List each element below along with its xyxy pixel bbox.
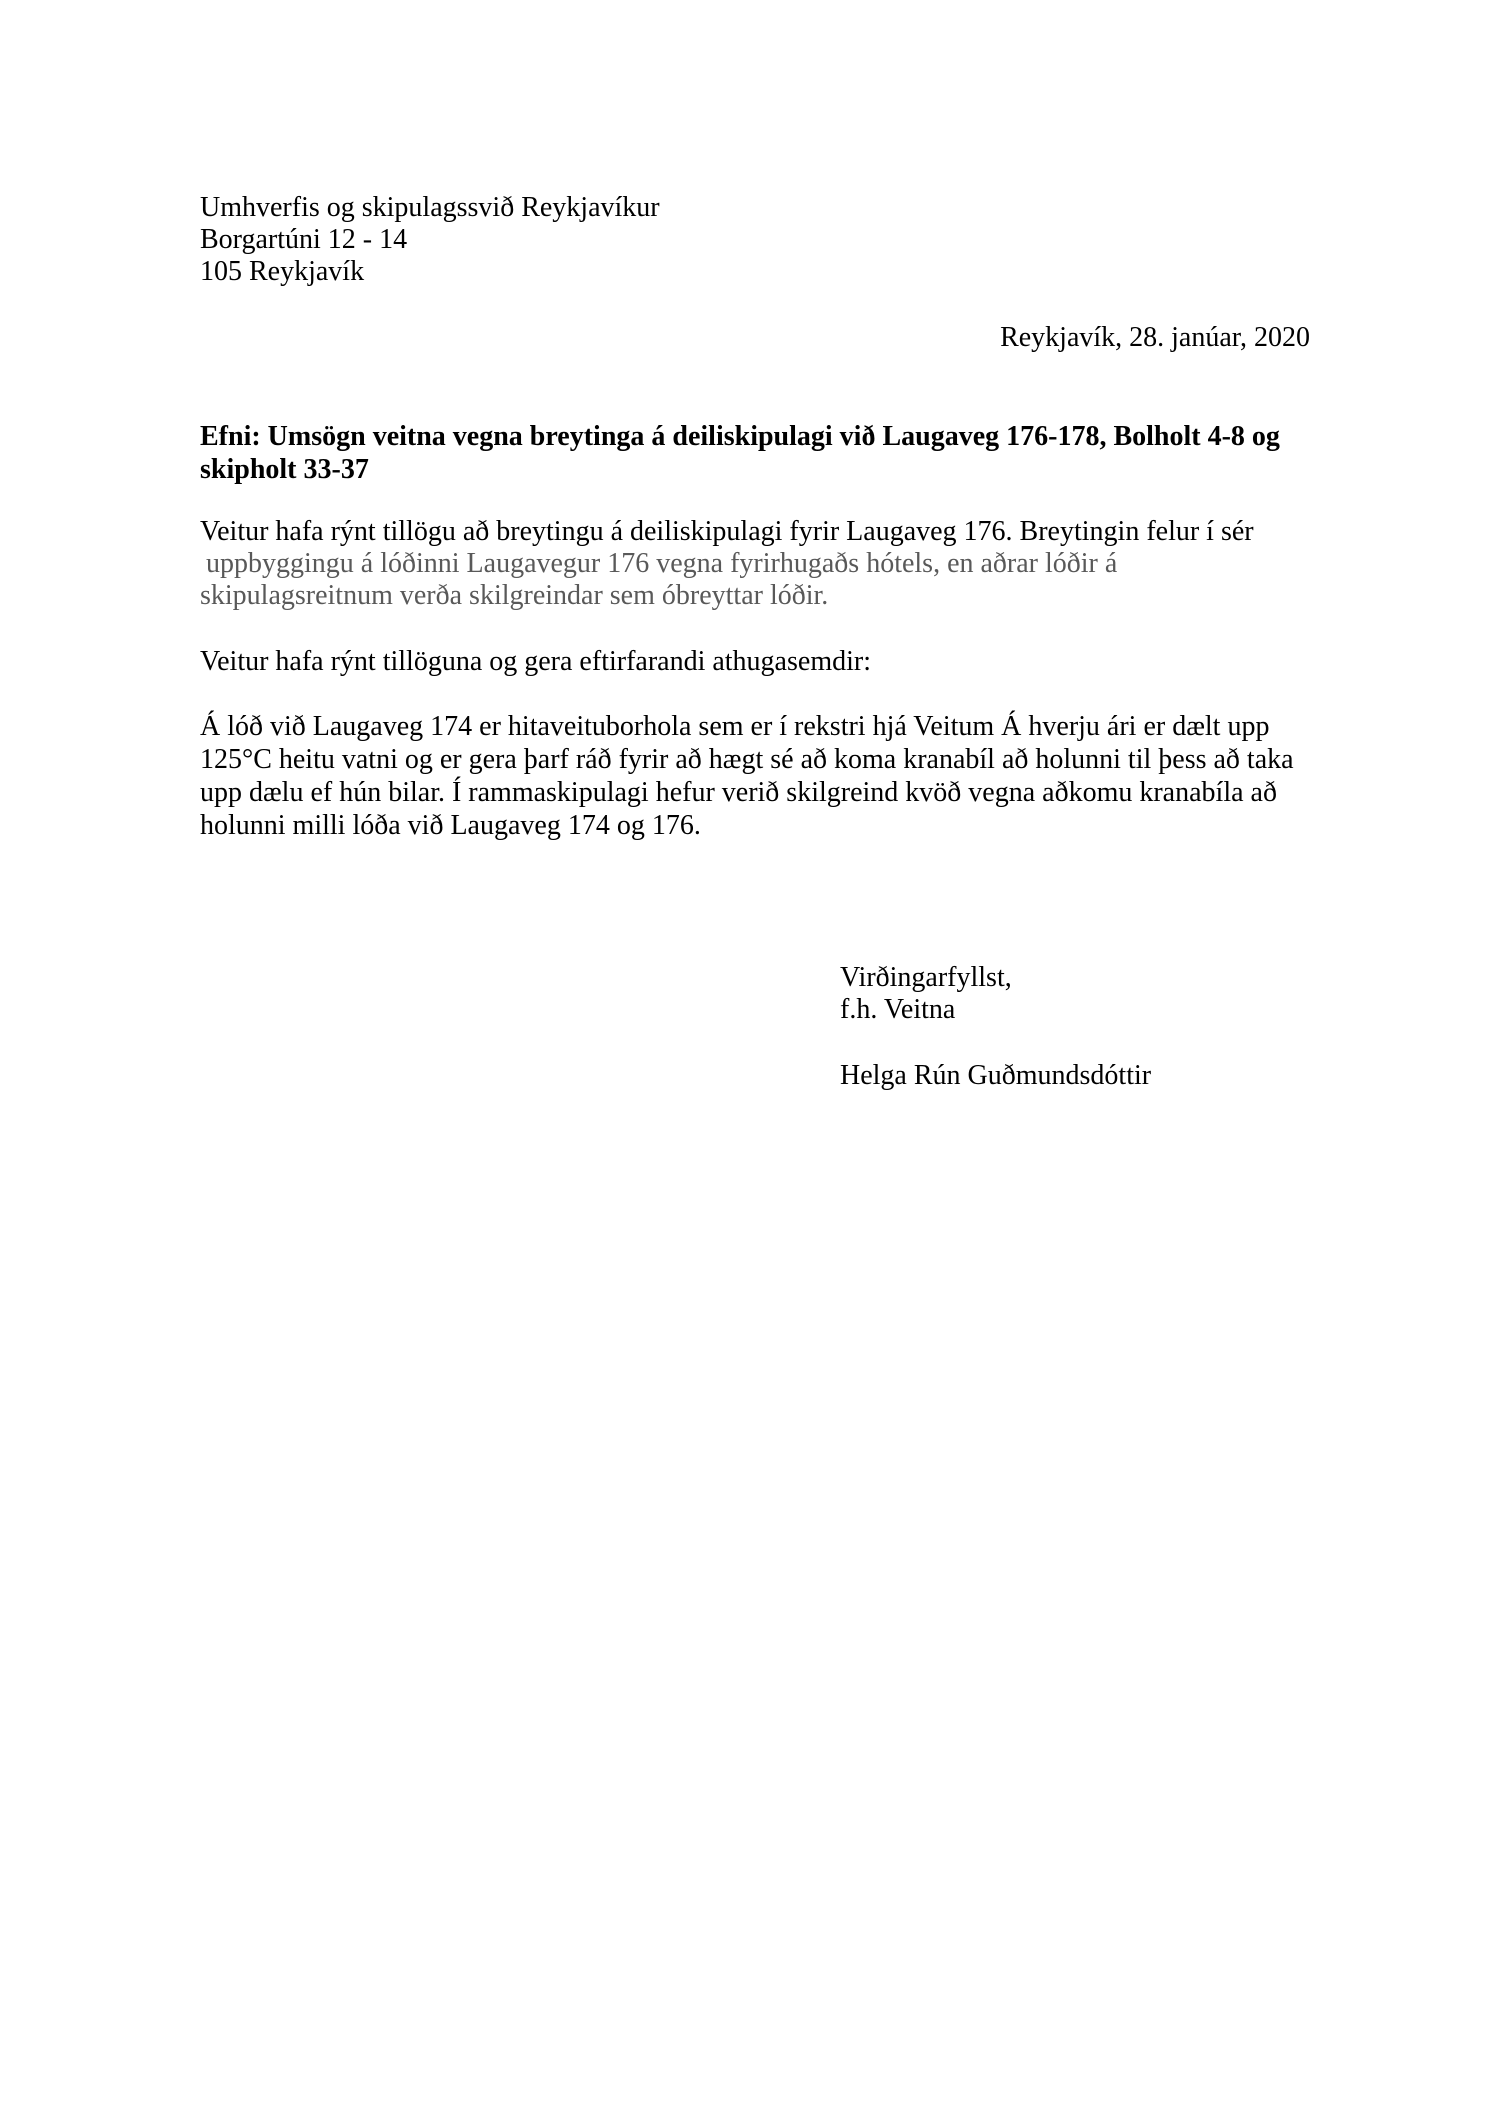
paragraph-remarks-line-1: Á lóð við Laugaveg 174 er hitaveituborhola sem er í rekstri hjá Veitum Á hverju ári er dælt upp xyxy=(200,711,1270,742)
paragraph-remarks-line-3: upp dælu ef hún bilar. Í rammaskipulagi hefur verið skilgreind kvöð vegna aðkomu kranabíla að xyxy=(200,777,1277,808)
signature-name: Helga Rún Guðmundsdóttir xyxy=(840,1060,1152,1091)
paragraph-remarks-line-2: 125°C heitu vatni og er gera þarf ráð fyrir að hægt sé að koma kranabíl að holunni til þess að taka xyxy=(200,744,1294,775)
closing-block xyxy=(840,962,1012,1026)
recipient-street: Borgartúni 12 - 14 xyxy=(200,224,408,255)
subject-line-2: skipholt 33-37 xyxy=(200,454,369,485)
paragraph-intro xyxy=(200,516,1254,612)
letter-date: Reykjavík, 28. janúar, 2020 xyxy=(1000,322,1310,353)
recipient-city: 105 Reykjavík xyxy=(200,256,365,287)
subject-heading xyxy=(200,420,1280,486)
closing-organization: f.h. Veitna xyxy=(840,994,956,1025)
recipient-name: Umhverfis og skipulagssvið Reykjavíkur xyxy=(200,192,660,223)
paragraph-intro-line-2: uppbyggingu á lóðinni Laugavegur 176 vegna fyrirhugaðs hótels, en aðrar lóðir á xyxy=(206,548,1118,579)
paragraph-intro-line-1: Veitur hafa rýnt tillögu að breytingu á deiliskipulagi fyrir Laugaveg 176. Breytingin felur í sér xyxy=(200,516,1254,547)
paragraph-remarks xyxy=(200,710,1294,842)
paragraph-remarks-intro: Veitur hafa rýnt tillöguna og gera eftirfarandi athugasemdir: xyxy=(200,646,871,677)
paragraph-remarks-line-4: holunni milli lóða við Laugaveg 174 og 176. xyxy=(200,810,701,841)
recipient-address xyxy=(200,192,660,288)
closing-salutation: Virðingarfyllst, xyxy=(840,962,1012,993)
subject-line-1: Efni: Umsögn veitna vegna breytinga á deiliskipulagi við Laugaveg 176-178, Bolholt 4-8 og xyxy=(200,421,1280,452)
paragraph-intro-line-3: skipulagsreitnum verða skilgreindar sem óbreyttar lóðir. xyxy=(200,580,829,611)
